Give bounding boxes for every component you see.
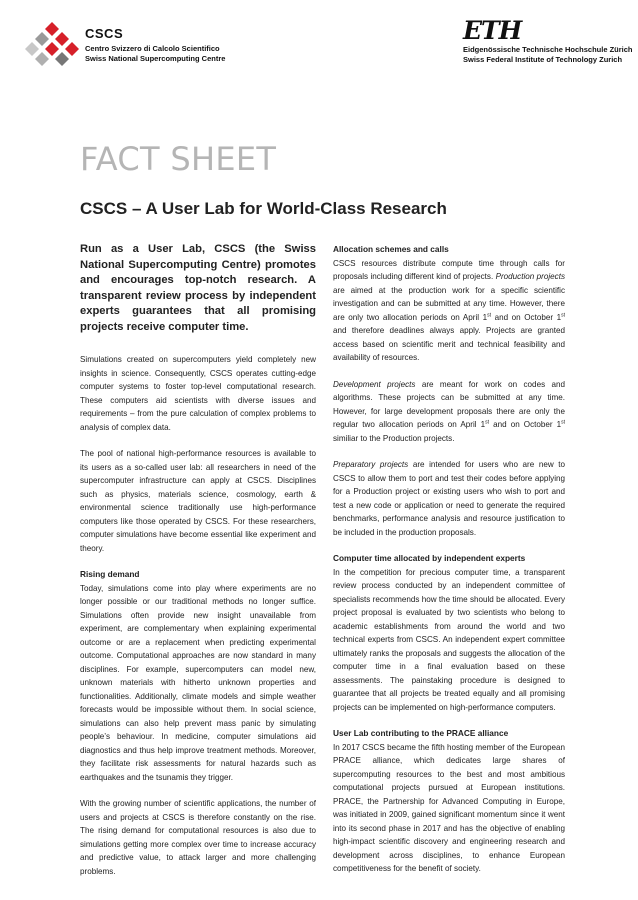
- paragraph-preparatory-projects: Preparatory projects are intended for users who are new to CSCS to allow them to port and test their codes before applying for a Production project or existing users who wish to port and test a new code or application or need to generate the required benchmarks, performance analysis and resource justification to be included in the production proposals.: [333, 460, 566, 537]
- paragraph-production-projects: CSCS resources distribute compute time through calls for proposals including different kind of projects. Production projects are aimed at the production work for a specific scientific investigation and can be submitted at any time. However, there are only two allocation periods on April 1st and on October 1st and therefore deadlines always apply. Projects are granted access based on scientific merit and technical feasibility and availability of resources.: [333, 258, 566, 362]
- page-title: CSCS – A User Lab for World-Class Research: [80, 199, 447, 218]
- left-column: [80, 242, 316, 891]
- cscs-subtitle-english: Swiss National Supercomputing Centre: [85, 54, 226, 63]
- eth-subtitle-english: Swiss Federal Institute of Technology Zurich: [463, 55, 623, 64]
- heading-computer-time: Computer time allocated by independent experts: [333, 553, 526, 563]
- heading-allocation: Allocation schemes and calls: [333, 244, 449, 254]
- eth-logo: [463, 16, 633, 76]
- fact-sheet-kicker: FACT SHEET: [80, 140, 277, 178]
- right-column: [333, 243, 565, 889]
- cscs-logo: [22, 20, 226, 70]
- eth-subtitle-german: Eidgenössische Technische Hochschule Zürich: [463, 45, 633, 54]
- cscs-diamond-icon: [22, 20, 82, 68]
- lead-paragraph: Run as a User Lab, CSCS (the Swiss National Supercomputing Centre) promotes and encourages top-notch research. A transparent review process by independent experts guarantees that all promising projects receive computer time.: [80, 243, 316, 333]
- paragraph-simulations: Simulations created on supercomputers yield completely new insights in science. Consequently, CSCS operates cutting-edge computer systems to foster top-level computational research. These computers aid scientists with diverse issues and requirements – from the pure calculation of complex problems to analysis of complex data.: [80, 355, 316, 432]
- paragraph-user-lab: The pool of national high-performance resources is available to its users as a so-called user lab: all researchers in need of the supercomputer infrastructure can apply at CSCS. Disciplines such as physics, materials science, cosmology, earth & environmental science traditionally use high-performance computers like those operated by CSCS. For these researchers, computer simulations have become essential like experiment and theory.: [80, 449, 316, 553]
- term-development-projects: Development projects: [333, 379, 416, 389]
- eth-wordmark: ETH: [463, 16, 522, 45]
- heading-prace: User Lab contributing to the PRACE alliance: [333, 728, 509, 738]
- paragraph-review-process: In the competition for precious computer time, a transparent review process conducted by an independent committee of specialists recommends how the time should be allocated. Every project proposal is evaluated by two scientists who belong to academic establishments from around the world and two technical experts from CSCS. An independent expert committee ultimately ranks the proposals and suggests the allocation of the computer time in a final evaluation based on these assessments. The painstaking procedure is designed to guarantee that all projects be treated equally and all promising projects can be implemented on high-performance computers.: [333, 567, 565, 712]
- term-preparatory-projects: Preparatory projects: [333, 460, 409, 469]
- cscs-subtitle-italian: Centro Svizzero di Calcolo Scientifico: [85, 44, 220, 53]
- heading-rising-demand: Rising demand: [80, 569, 140, 579]
- paragraph-development-projects: Development projects are meant for work on codes and algorithms. These projects can be submitted at any time. However, for large development proposals there are only the regular two allocation periods on April 1st and on October 1st similiar to the Production projects.: [333, 379, 566, 443]
- paragraph-prace: In 2017 CSCS became the fifth hosting member of the European PRACE alliance, which dedicates large shares of supercomputing resources to the best and most ambitious computational projects pursued at European institutions. PRACE, the Partnership for Advanced Computing in Europe, was initiated in 2009, gained significant momentum since it went into its second phase in 2017 and has the objective of enabling high-impact scientific discovery and engineering research and development across disciplines, to enhance European competitiveness for the benefit of society.: [333, 742, 565, 873]
- paragraph-rising-demand: Today, simulations come into play where experiments are no longer possible or our traditional methods no longer suffice. Simulations often provide new insight unavailable from experiment, are complementary when explaining experimental outcome or are a replacement when predicting experimental outcome. Computational approaches are now standard in many disciplines. For example, supercomputers can model new, unknown materials with hitherto unknown properties and functionalities. Additionally, climate models and simple weather forecasts would be impossible without them. In social science, simulations can also help prevent mass panic by simulating people’s behaviour. In medicine, computer simulations aid diagnostics and thus help improve treatment methods. Moreover, they facilitate risk assessments for natural hazards such as earthquakes and the tsunamis they trigger.: [80, 583, 316, 782]
- cscs-name: CSCS: [85, 26, 124, 41]
- term-production-projects: Production projects: [495, 272, 565, 281]
- paragraph-growing-applications: With the growing number of scientific applications, the number of users and projects at CSCS is therefore constantly on the rise. The rising demand for computational resources is also due to simulations getting more complex over time to increase accuracy and predictive value, to attack larger and more challenging problems.: [80, 799, 316, 876]
